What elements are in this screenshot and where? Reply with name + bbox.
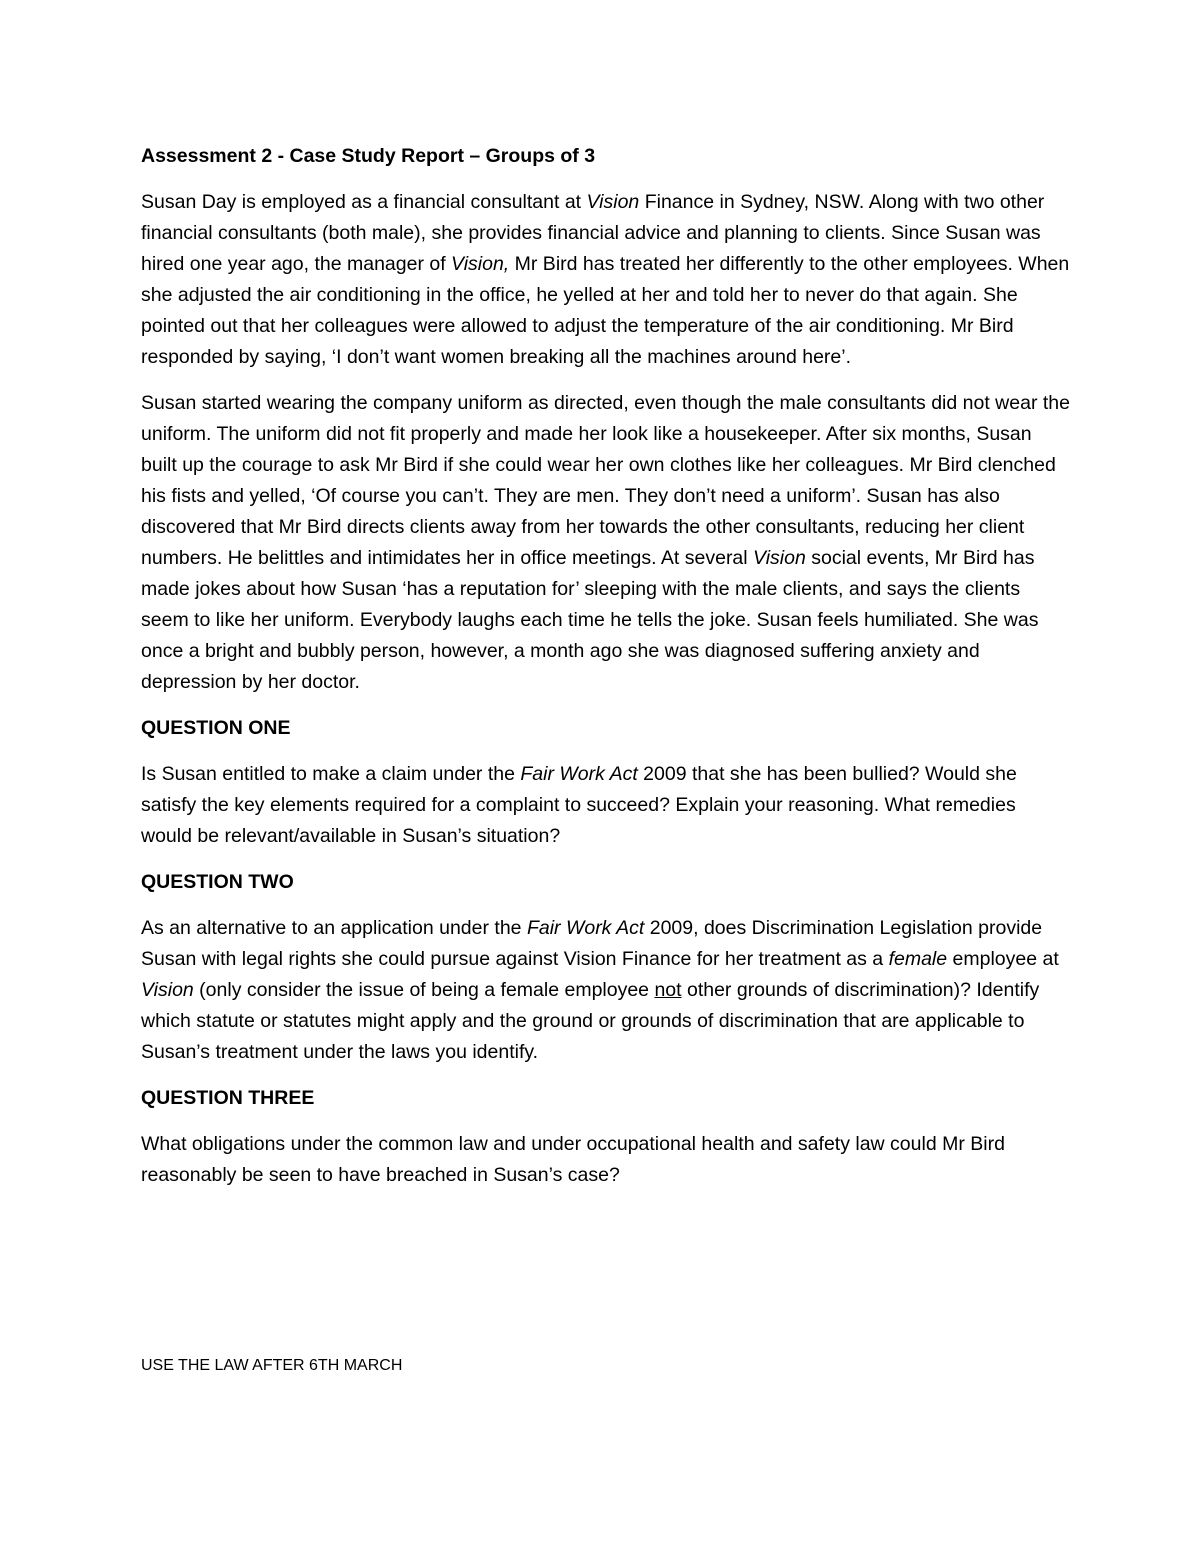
document-body bbox=[141, 141, 1071, 1206]
italic-text-run: Vision bbox=[586, 191, 640, 213]
italic-text-run: Vision bbox=[141, 979, 194, 1001]
text-run: 2009, does Discrimination Legislation provide Susan with legal rights she could pursue against Vision Finance for her treatment as a bbox=[141, 917, 1043, 970]
paragraph-intro bbox=[141, 187, 1071, 373]
paragraph-uniform bbox=[141, 388, 1071, 698]
footer-note: USE THE LAW AFTER 6TH MARCH bbox=[141, 1357, 403, 1374]
document-title: Assessment 2 - Case Study Report – Groups of 3 bbox=[141, 145, 596, 167]
text-run: social events, Mr Bird has made jokes about how Susan ‘has a reputation for’ sleeping with the male clients, and says the clients seem to like her uniform. Everybody laughs each time he tells the joke. Susan feels humiliated. She was once a bright and bubbly person, however, a month ago she was diagnosed suffering anxiety and depression by her doctor. bbox=[141, 547, 1039, 693]
question-two-text bbox=[141, 913, 1071, 1068]
text-run: (only consider the issue of being a female employee bbox=[193, 979, 655, 1001]
text-run: other grounds of discrimination)? Identify which statute or statutes might apply and the ground or grounds of discrimination that are applicable to Susan’s treatment under the laws you identify. bbox=[141, 979, 1040, 1063]
text-run: 2009 that she has been bullied? Would she satisfy the key elements required for a complaint to succeed? Explain your reasoning. What remedies would be relevant/available in Susan’s situation? bbox=[141, 763, 1017, 847]
question-three-heading: QUESTION THREE bbox=[141, 1087, 315, 1109]
underlined-text-run: not bbox=[654, 979, 682, 1001]
italic-text-run: female bbox=[888, 948, 948, 970]
text-run: As an alternative to an application under the bbox=[141, 917, 527, 939]
question-two-heading: QUESTION TWO bbox=[141, 871, 294, 893]
text-run: Is Susan entitled to make a claim under the bbox=[141, 763, 521, 785]
text-run: employee at bbox=[947, 948, 1059, 970]
question-one-text bbox=[141, 759, 1071, 852]
question-three-text: What obligations under the common law and under occupational health and safety law could Mr Bird reasonably be seen to have breached in Susan’s case? bbox=[141, 1133, 1005, 1186]
italic-text-run: Vision, bbox=[451, 253, 510, 275]
question-one-heading: QUESTION ONE bbox=[141, 717, 291, 739]
text-run: Mr Bird has treated her differently to the other employees. When she adjusted the air conditioning in the office, he yelled at her and told her to never do that again. She pointed out that her colleagues were allowed to adjust the temperature of the air conditioning. Mr Bird responded by saying, ‘I don’t want women breaking all the machines around here’. bbox=[141, 253, 1070, 368]
italic-text-run: Fair Work Act bbox=[526, 917, 645, 939]
italic-text-run: Fair Work Act bbox=[520, 763, 638, 785]
text-run: Finance in Sydney, NSW. Along with two other financial consultants (both male), she provides financial advice and planning to clients. Since Susan was hired one year ago, the manager of bbox=[141, 191, 1045, 275]
italic-text-run: Vision bbox=[753, 547, 806, 569]
text-run: Susan started wearing the company uniform as directed, even though the male consultants did not wear the uniform. The uniform did not fit properly and made her look like a housekeeper. After six months, Susan built up the courage to ask Mr Bird if she could wear her own clothes like her colleagues. Mr Bird clenched his fists and yelled, ‘Of course you can’t. They are men. They don’t need a uniform’. Susan has also discovered that Mr Bird directs clients away from her towards the other consultants, reducing her client numbers. He belittles and intimidates her in office meetings. At several bbox=[141, 392, 1070, 569]
text-run: Susan Day is employed as a financial consultant at bbox=[141, 191, 587, 213]
